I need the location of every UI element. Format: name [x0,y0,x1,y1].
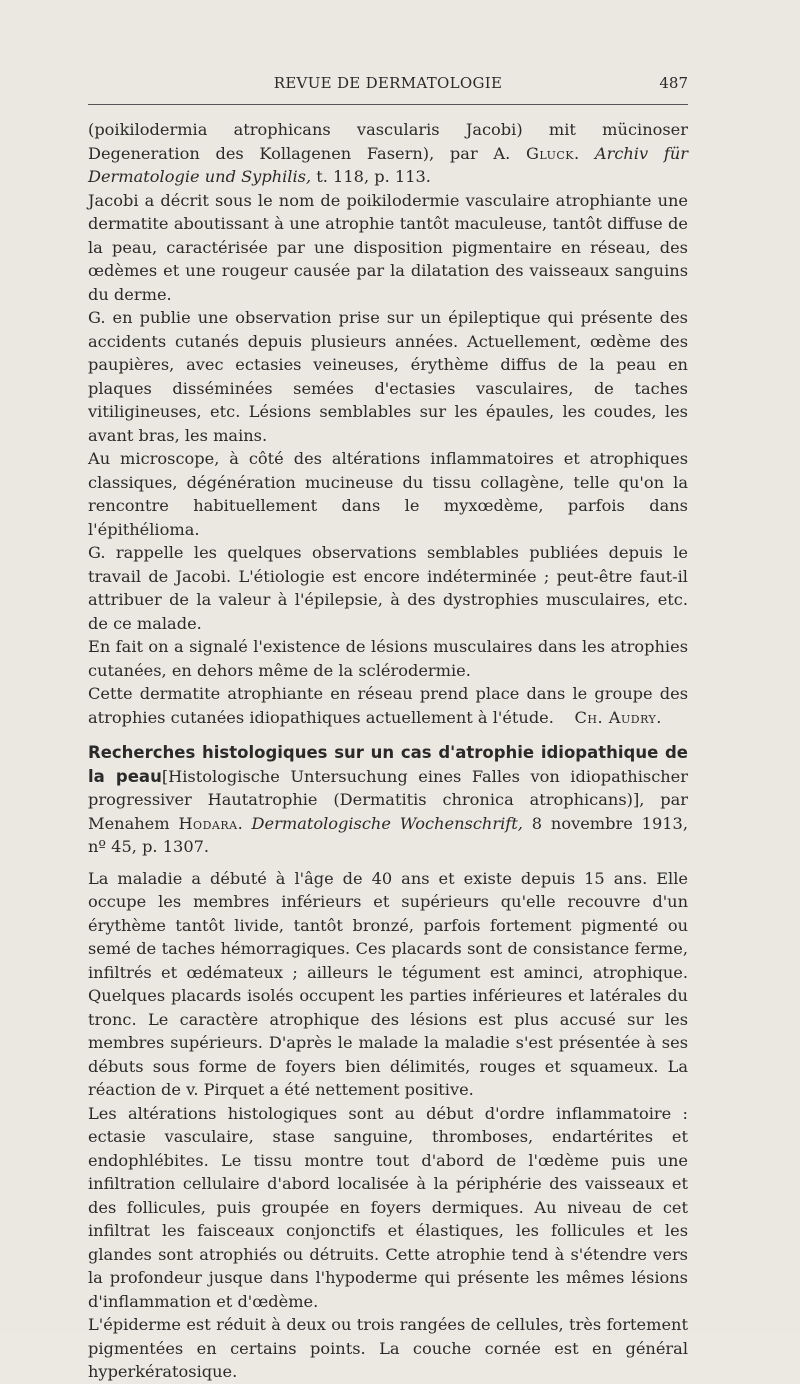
author-name: Hodara [178,813,238,833]
review1-paragraph: G. rappelle les quelques observations semblables publiées depuis le travail de Jacobi. L'étiologie est encore indéterminée ; peut-être faut-il attribuer de la valeur à l'épilepsie, à des dystrophies musculaires, etc. de ce malade. [88,543,688,633]
review1-closing-paragraph [88,682,688,729]
header-rule [88,104,688,105]
review2-paragraph: L'épiderme est réduit à deux ou trois rangées de cellules, très fortement pigmentées en certains points. La couche cornée est en général hyperkératosique. [88,1315,688,1381]
journal-name: Archiv für Dermatologie und Syphilis, [88,143,689,186]
review1-citation: (poikilodermia atrophicans vascularis Jacobi) mit mücinoser Degeneration des Kollagenen Fasern), par A. Gluck. Archiv für Dermatologie und Syphilis, t. 118, p. 113. [88,120,689,186]
article-title: Recherches histologiques sur un cas d'atrophie idiopathique de la peau [88,743,688,786]
review1-paragraph: Jacobi a décrit sous le nom de poikilodermie vasculaire atrophiante une dermatite aboutissant à une atrophie tantôt maculeuse, tantôt diffuse de la peau, caractérisée par une disposition pigmentaire en réseau, des œdèmes et une rougeur causée par la dilatation des vaisseaux sanguins du derme. [88,190,688,304]
review1-paragraph: Au microscope, à côté des altérations inflammatoires et atrophiques classiques, dégénération mucineuse du tissu collagène, telle qu'on la rencontre habituellement dans le myxœdème, parfois dans l'épithélioma. [88,449,688,539]
page-number: 487 [659,74,688,92]
volume-page: t. 118, p. 113. [316,167,431,186]
page-header [88,72,688,96]
citation-details: 8 novembre 1913, nº 45, p. 1307. [88,813,689,856]
running-title: REVUE DE DERMATOLOGIE [273,74,503,92]
closing-text: Cette dermatite atrophiante en réseau prend place dans le groupe des atrophies cutanées idiopathiques actuellement à l'étude. [88,684,688,727]
review1-paragraph: G. en publie une observation prise sur un épileptique qui présente des accidents cutanés depuis plusieurs années. Actuellement, œdème des paupières, avec ectasies veineuses, érythème diffus de la peau en plaques disséminées semées d'ectasies vasculaires, de taches vitiligineuses, etc. Lésions semblables sur les épaules, les coudes, les avant bras, les mains. [88,308,688,445]
review2-heading: Recherches histologiques sur un cas d'atrophie idiopathique de la peau[Histologische Untersuchung eines Falles von idiopathischer progressiver Hautatrophie (Dermatitis chronica atrophicans)], par Menahem Hodara. Dermatologische Wochenschrift, 8 novembre 1913, nº 45, p. 1307. [88,743,689,856]
citation-text: (poikilodermia atrophicans vascularis Jacobi) mit mücinoser Degeneration des Kollagenen Fasern), par A. [88,120,688,163]
review2-paragraph: La maladie a débuté à l'âge de 40 ans et existe depuis 15 ans. Elle occupe les membres inférieurs et supérieurs qu'elle recouvre d'un érythème tantôt livide, tantôt bronzé, parfois fortement pigmenté ou semé de taches hémorragiques. Ces placards sont de consistance ferme, infiltrés et œdémateux ; ailleurs le tégument est aminci, atrophique. Quelques placards isolés occupent les parties inférieures et latérales du tronc. Le caractère atrophique des lésions est plus accusé sur les membres supérieurs. D'après le malade la maladie s'est présentée à ses débuts sous forme de foyers bien délimités, rouges et squameux. La réaction de v. Pirquet a été nettement positive. [88,868,688,1099]
author-name: Gluck [525,143,575,163]
section-gap [88,729,688,741]
review1-paragraph: En fait on a signalé l'existence de lésions musculaires dans les atrophies cutanées, en dehors même de la sclérodermie. [88,637,688,680]
article-original-title: [Histologische Untersuchung eines Falles von idiopathischer progressiver Hautatrophie (Dermatitis chronica atrophicans)], par Menahem [88,766,689,833]
reviewer-signature: Ch. Audry. [574,707,662,727]
review2-paragraph: Les altérations histologiques sont au début d'ordre inflammatoire : ectasie vasculaire, stase sanguine, thromboses, endartérites et endophlébites. Le tissu montre tout d'abord de l'œdème puis une infiltration cellulaire d'abord localisée à la périphérie des vaisseaux et des follicules, puis groupée en foyers dermiques. Au niveau de cet infiltrat les faisceaux conjonctifs et élastiques, les follicules et les glandes sont atrophiés ou détruits. Cette atrophie tend à s'étendre vers la profondeur jusque dans l'hypoderme qui présente les mêmes lésions d'inflammation et d'œdème. [88,1103,688,1311]
page-body [88,118,688,1384]
journal-name: Dermatologische Wochenschrift, [251,813,523,833]
